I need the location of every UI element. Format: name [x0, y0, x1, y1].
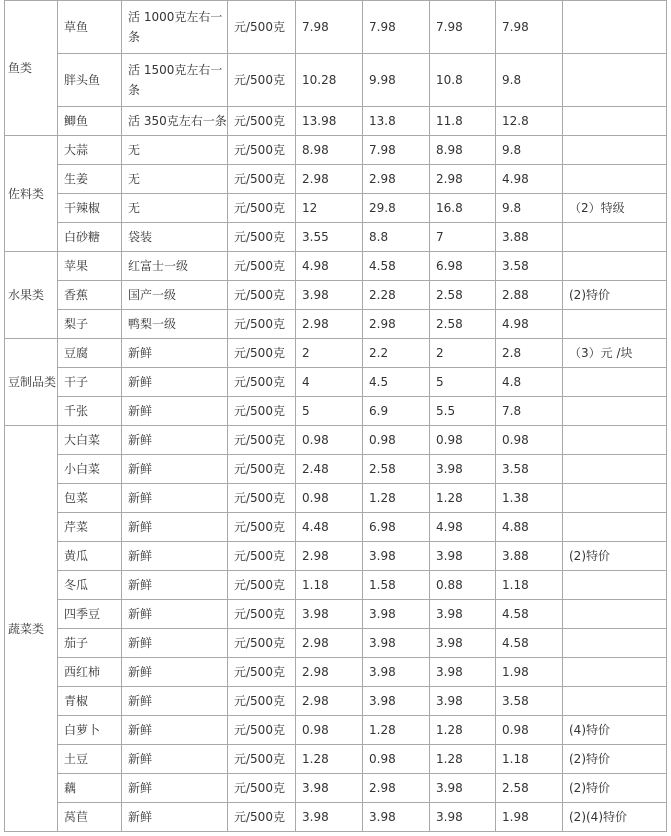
price-cell-3: 3.98 [430, 600, 496, 629]
unit-cell: 元/500克 [228, 339, 296, 368]
table-row [5, 368, 667, 397]
price-cell-3: 0.88 [430, 571, 496, 600]
note-cell: (2)特价 [563, 542, 667, 571]
price-cell-4: 0.98 [496, 716, 563, 745]
category-cell: 鱼类 [5, 1, 58, 136]
unit-cell: 元/500克 [228, 252, 296, 281]
unit-cell: 元/500克 [228, 397, 296, 426]
unit-cell: 元/500克 [228, 774, 296, 803]
note-cell [563, 136, 667, 165]
price-cell-4: 12.8 [496, 107, 563, 136]
table-row [5, 571, 667, 600]
price-cell-3: 1.28 [430, 484, 496, 513]
price-cell-2: 29.8 [363, 194, 430, 223]
price-cell-1: 2.48 [296, 455, 363, 484]
price-cell-3: 3.98 [430, 455, 496, 484]
price-cell-1: 5 [296, 397, 363, 426]
price-cell-2: 3.98 [363, 600, 430, 629]
note-cell [563, 223, 667, 252]
note-cell [563, 1, 667, 54]
item-name-cell: 黄瓜 [58, 542, 122, 571]
note-cell [563, 165, 667, 194]
unit-cell: 元/500克 [228, 281, 296, 310]
unit-cell: 元/500克 [228, 745, 296, 774]
price-cell-4: 9.8 [496, 194, 563, 223]
note-cell: (4)特价 [563, 716, 667, 745]
price-cell-1: 3.98 [296, 803, 363, 832]
price-cell-2: 4.58 [363, 252, 430, 281]
item-spec-cell: 鸭梨一级 [122, 310, 228, 339]
price-cell-3: 3.98 [430, 687, 496, 716]
unit-cell: 元/500克 [228, 513, 296, 542]
price-cell-3: 8.98 [430, 136, 496, 165]
unit-cell: 元/500克 [228, 165, 296, 194]
item-name-cell: 梨子 [58, 310, 122, 339]
price-cell-2: 3.98 [363, 658, 430, 687]
price-cell-3: 2.58 [430, 281, 496, 310]
price-cell-4: 4.88 [496, 513, 563, 542]
table-row [5, 426, 667, 455]
price-cell-1: 0.98 [296, 484, 363, 513]
category-cell: 豆制品类 [5, 339, 58, 426]
note-cell: (2)(4)特价 [563, 803, 667, 832]
price-cell-3: 3.98 [430, 542, 496, 571]
price-cell-4: 1.98 [496, 803, 563, 832]
table-row [5, 513, 667, 542]
note-cell [563, 600, 667, 629]
item-name-cell: 干辣椒 [58, 194, 122, 223]
price-cell-1: 10.28 [296, 54, 363, 107]
price-cell-3: 5 [430, 368, 496, 397]
item-name-cell: 西红柿 [58, 658, 122, 687]
item-spec-cell: 活 350克左右一条 [122, 107, 228, 136]
unit-cell: 元/500克 [228, 629, 296, 658]
price-cell-2: 7.98 [363, 1, 430, 54]
price-cell-2: 2.58 [363, 455, 430, 484]
price-cell-1: 3.98 [296, 281, 363, 310]
note-cell [563, 310, 667, 339]
price-cell-3: 11.8 [430, 107, 496, 136]
price-cell-1: 3.55 [296, 223, 363, 252]
price-cell-4: 4.58 [496, 600, 563, 629]
price-cell-3: 7 [430, 223, 496, 252]
price-cell-1: 2.98 [296, 165, 363, 194]
price-cell-3: 2 [430, 339, 496, 368]
note-cell: (2)特价 [563, 281, 667, 310]
price-cell-4: 3.58 [496, 687, 563, 716]
table-row [5, 803, 667, 832]
price-cell-1: 4.98 [296, 252, 363, 281]
item-spec-cell: 活 1500克左右一条 [122, 54, 228, 107]
note-cell [563, 455, 667, 484]
table-row [5, 774, 667, 803]
price-cell-1: 2.98 [296, 542, 363, 571]
unit-cell: 元/500克 [228, 600, 296, 629]
price-cell-3: 1.28 [430, 716, 496, 745]
note-cell [563, 687, 667, 716]
unit-cell: 元/500克 [228, 803, 296, 832]
item-spec-cell: 新鲜 [122, 455, 228, 484]
price-cell-4: 3.88 [496, 223, 563, 252]
price-cell-4: 4.8 [496, 368, 563, 397]
price-cell-2: 1.28 [363, 484, 430, 513]
price-table [4, 0, 667, 832]
unit-cell: 元/500克 [228, 310, 296, 339]
item-spec-cell: 新鲜 [122, 629, 228, 658]
price-cell-1: 7.98 [296, 1, 363, 54]
price-cell-4: 1.38 [496, 484, 563, 513]
item-name-cell: 香蕉 [58, 281, 122, 310]
price-cell-4: 4.98 [496, 165, 563, 194]
note-cell [563, 571, 667, 600]
table-row [5, 687, 667, 716]
unit-cell: 元/500克 [228, 716, 296, 745]
item-name-cell: 包菜 [58, 484, 122, 513]
note-cell [563, 54, 667, 107]
price-cell-2: 9.98 [363, 54, 430, 107]
price-cell-4: 1.18 [496, 745, 563, 774]
price-cell-4: 9.8 [496, 136, 563, 165]
table-row [5, 716, 667, 745]
item-spec-cell: 新鲜 [122, 542, 228, 571]
item-name-cell: 千张 [58, 397, 122, 426]
price-cell-4: 2.8 [496, 339, 563, 368]
note-cell [563, 484, 667, 513]
note-cell [563, 629, 667, 658]
price-cell-3: 1.28 [430, 745, 496, 774]
price-cell-4: 3.58 [496, 252, 563, 281]
table-row [5, 455, 667, 484]
table-row [5, 339, 667, 368]
item-spec-cell: 无 [122, 136, 228, 165]
table-row [5, 310, 667, 339]
note-cell [563, 397, 667, 426]
unit-cell: 元/500克 [228, 571, 296, 600]
price-cell-2: 3.98 [363, 687, 430, 716]
item-spec-cell: 新鲜 [122, 687, 228, 716]
price-cell-2: 7.98 [363, 136, 430, 165]
price-cell-2: 3.98 [363, 542, 430, 571]
price-cell-2: 6.98 [363, 513, 430, 542]
price-cell-1: 1.28 [296, 745, 363, 774]
item-spec-cell: 无 [122, 165, 228, 194]
price-cell-4: 9.8 [496, 54, 563, 107]
item-name-cell: 藕 [58, 774, 122, 803]
price-cell-3: 4.98 [430, 513, 496, 542]
price-cell-1: 2.98 [296, 629, 363, 658]
price-cell-4: 4.98 [496, 310, 563, 339]
price-cell-1: 0.98 [296, 716, 363, 745]
table-row [5, 745, 667, 774]
price-cell-1: 2.98 [296, 658, 363, 687]
price-cell-2: 8.8 [363, 223, 430, 252]
price-cell-2: 1.28 [363, 716, 430, 745]
item-name-cell: 四季豆 [58, 600, 122, 629]
price-cell-3: 2.58 [430, 310, 496, 339]
item-name-cell: 豆腐 [58, 339, 122, 368]
table-row [5, 165, 667, 194]
price-cell-2: 13.8 [363, 107, 430, 136]
price-cell-4: 7.8 [496, 397, 563, 426]
unit-cell: 元/500克 [228, 136, 296, 165]
price-cell-2: 2.98 [363, 310, 430, 339]
price-cell-3: 2.98 [430, 165, 496, 194]
price-cell-4: 3.58 [496, 455, 563, 484]
item-spec-cell: 国产一级 [122, 281, 228, 310]
table-row [5, 281, 667, 310]
price-cell-2: 3.98 [363, 803, 430, 832]
item-spec-cell: 红富士一级 [122, 252, 228, 281]
price-cell-3: 3.98 [430, 658, 496, 687]
note-cell: （2）特级 [563, 194, 667, 223]
item-name-cell: 草鱼 [58, 1, 122, 54]
item-spec-cell: 袋装 [122, 223, 228, 252]
price-cell-3: 0.98 [430, 426, 496, 455]
item-name-cell: 大白菜 [58, 426, 122, 455]
item-name-cell: 胖头鱼 [58, 54, 122, 107]
item-spec-cell: 活 1000克左右一条 [122, 1, 228, 54]
note-cell [563, 513, 667, 542]
price-cell-4: 2.88 [496, 281, 563, 310]
unit-cell: 元/500克 [228, 107, 296, 136]
unit-cell: 元/500克 [228, 542, 296, 571]
note-cell [563, 658, 667, 687]
item-name-cell: 芹菜 [58, 513, 122, 542]
table-row [5, 223, 667, 252]
price-cell-3: 3.98 [430, 774, 496, 803]
note-cell [563, 107, 667, 136]
item-spec-cell: 新鲜 [122, 426, 228, 455]
price-cell-3: 5.5 [430, 397, 496, 426]
item-name-cell: 鲫鱼 [58, 107, 122, 136]
price-cell-2: 2.28 [363, 281, 430, 310]
price-cell-1: 13.98 [296, 107, 363, 136]
item-name-cell: 土豆 [58, 745, 122, 774]
table-row [5, 658, 667, 687]
item-spec-cell: 新鲜 [122, 513, 228, 542]
price-cell-2: 0.98 [363, 426, 430, 455]
table-row [5, 107, 667, 136]
price-cell-4: 1.98 [496, 658, 563, 687]
price-cell-1: 2.98 [296, 687, 363, 716]
price-cell-1: 8.98 [296, 136, 363, 165]
table-row [5, 136, 667, 165]
item-name-cell: 苹果 [58, 252, 122, 281]
price-cell-1: 3.98 [296, 600, 363, 629]
table-row [5, 397, 667, 426]
category-cell: 蔬菜类 [5, 426, 58, 832]
item-spec-cell: 新鲜 [122, 484, 228, 513]
table-row [5, 252, 667, 281]
item-spec-cell: 新鲜 [122, 774, 228, 803]
price-cell-4: 2.58 [496, 774, 563, 803]
item-spec-cell: 新鲜 [122, 368, 228, 397]
price-cell-3: 10.8 [430, 54, 496, 107]
item-name-cell: 莴苣 [58, 803, 122, 832]
table-body [5, 1, 667, 832]
price-cell-1: 3.98 [296, 774, 363, 803]
price-cell-3: 7.98 [430, 1, 496, 54]
unit-cell: 元/500克 [228, 194, 296, 223]
unit-cell: 元/500克 [228, 484, 296, 513]
item-spec-cell: 新鲜 [122, 716, 228, 745]
item-spec-cell: 无 [122, 194, 228, 223]
item-name-cell: 小白菜 [58, 455, 122, 484]
item-name-cell: 白砂糖 [58, 223, 122, 252]
table-row [5, 1, 667, 54]
price-cell-4: 3.88 [496, 542, 563, 571]
price-cell-2: 2.2 [363, 339, 430, 368]
table-row [5, 54, 667, 107]
price-cell-1: 2.98 [296, 310, 363, 339]
item-name-cell: 白萝卜 [58, 716, 122, 745]
unit-cell: 元/500克 [228, 455, 296, 484]
price-cell-2: 0.98 [363, 745, 430, 774]
price-cell-4: 7.98 [496, 1, 563, 54]
price-cell-1: 4 [296, 368, 363, 397]
item-spec-cell: 新鲜 [122, 339, 228, 368]
note-cell [563, 426, 667, 455]
price-cell-2: 1.58 [363, 571, 430, 600]
price-cell-3: 3.98 [430, 629, 496, 658]
price-cell-2: 2.98 [363, 774, 430, 803]
unit-cell: 元/500克 [228, 426, 296, 455]
item-spec-cell: 新鲜 [122, 658, 228, 687]
table-row [5, 484, 667, 513]
unit-cell: 元/500克 [228, 223, 296, 252]
price-cell-1: 4.48 [296, 513, 363, 542]
category-cell: 水果类 [5, 252, 58, 339]
price-cell-2: 6.9 [363, 397, 430, 426]
item-spec-cell: 新鲜 [122, 571, 228, 600]
item-spec-cell: 新鲜 [122, 397, 228, 426]
table-row [5, 194, 667, 223]
item-name-cell: 茄子 [58, 629, 122, 658]
unit-cell: 元/500克 [228, 687, 296, 716]
price-cell-3: 3.98 [430, 803, 496, 832]
price-cell-2: 3.98 [363, 629, 430, 658]
item-name-cell: 冬瓜 [58, 571, 122, 600]
price-cell-2: 2.98 [363, 165, 430, 194]
item-name-cell: 生姜 [58, 165, 122, 194]
item-spec-cell: 新鲜 [122, 600, 228, 629]
price-cell-4: 1.18 [496, 571, 563, 600]
table-row [5, 600, 667, 629]
category-cell: 佐料类 [5, 136, 58, 252]
item-spec-cell: 新鲜 [122, 803, 228, 832]
note-cell: (2)特价 [563, 774, 667, 803]
note-cell: (2)特价 [563, 745, 667, 774]
unit-cell: 元/500克 [228, 658, 296, 687]
price-cell-4: 4.58 [496, 629, 563, 658]
price-cell-1: 12 [296, 194, 363, 223]
price-cell-3: 6.98 [430, 252, 496, 281]
table-row [5, 629, 667, 658]
note-cell [563, 368, 667, 397]
note-cell: （3）元 /块 [563, 339, 667, 368]
price-cell-3: 16.8 [430, 194, 496, 223]
unit-cell: 元/500克 [228, 54, 296, 107]
item-name-cell: 青椒 [58, 687, 122, 716]
unit-cell: 元/500克 [228, 1, 296, 54]
price-cell-1: 1.18 [296, 571, 363, 600]
item-spec-cell: 新鲜 [122, 745, 228, 774]
table-row [5, 542, 667, 571]
price-cell-2: 4.5 [363, 368, 430, 397]
price-cell-4: 0.98 [496, 426, 563, 455]
price-cell-1: 2 [296, 339, 363, 368]
note-cell [563, 252, 667, 281]
unit-cell: 元/500克 [228, 368, 296, 397]
item-name-cell: 大蒜 [58, 136, 122, 165]
price-cell-1: 0.98 [296, 426, 363, 455]
item-name-cell: 干子 [58, 368, 122, 397]
